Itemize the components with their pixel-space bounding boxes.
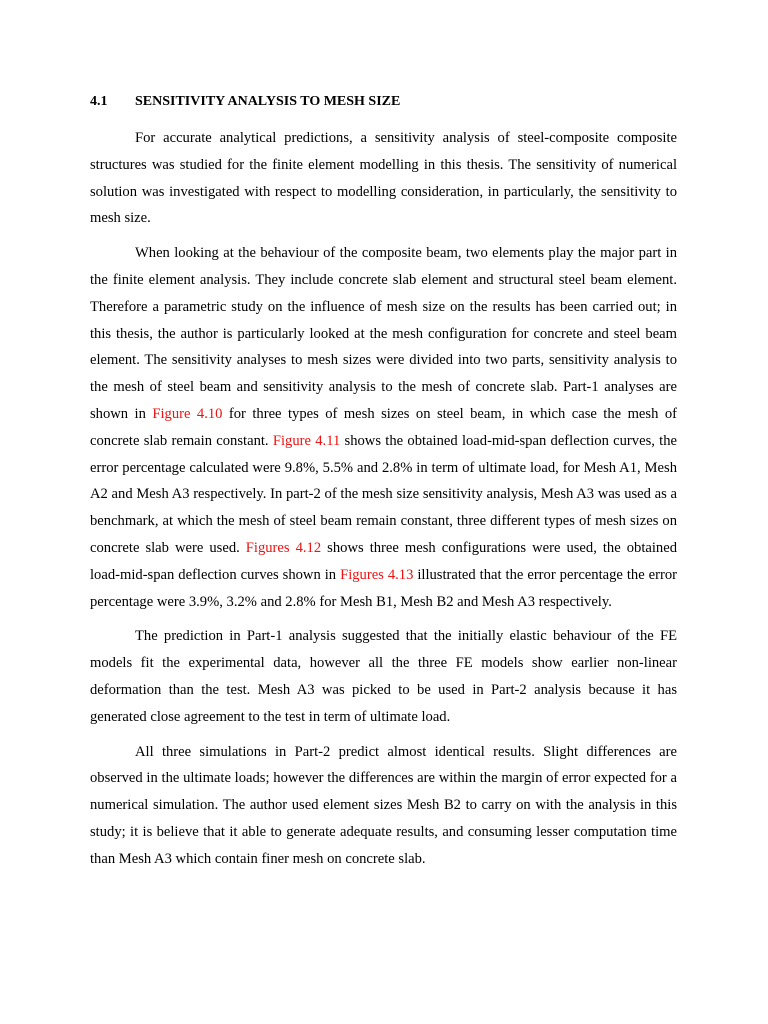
figure-reference-4-13[interactable]: Figures 4.13 — [340, 566, 414, 583]
paragraph-part2-results: All three simulations in Part-2 predict almost identical results. Slight differences are observed in the ultimate loads; however the differences are within the margin of error expected for a numerical simulation. The author used element sizes Mesh B2 to carry on with the analysis in this study; it is believe that it able to generate adequate results, and consuming lesser computation time than Mesh A3 which contain finer mesh on concrete slab. — [90, 743, 677, 867]
paragraph-part1-prediction: The prediction in Part-1 analysis suggested that the initially elastic behaviour of the FE models fit the experimental data, however all the three FE models show earlier non-linear deformation than the test. Mesh A3 was picked to be used in Part-2 analysis because it has generated close agreement to the test in term of ultimate load. — [90, 628, 677, 725]
figure-reference-4-11[interactable]: Figure 4.11 — [272, 432, 341, 449]
paragraph-text: illustrated that the error percentage the error percentage were 3.9%, 3.2% and 2.8% for Mesh B1, Mesh B2 and Mesh A3 respectively. — [90, 566, 678, 610]
paragraph-intro: For accurate analytical predictions, a sensitivity analysis of steel-composite composite structures was studied for the finite element modelling in this thesis. The sensitivity of numerical solution was investigated with respect to modelling consideration, in particularly, the sensitivity to mesh size. — [90, 130, 677, 227]
section-number: 4.1 — [90, 94, 108, 109]
paragraph-text: for three types of mesh sizes on steel beam, in which case the mesh of concrete slab remain constant. — [90, 405, 677, 449]
paragraph-text: When looking at the behaviour of the composite beam, two elements play the major part in the finite element analysis. They include concrete slab element and structural steel beam element. Therefore a parametric study on the influence of mesh size on the results has been carried out; in this thesis, the author is particularly looked at the mesh configuration for concrete and steel beam element. The sensitivity analyses to mesh sizes were divided into two parts, sensitivity analysis to the mesh of steel beam and sensitivity analysis to the mesh of concrete slab. Part-1 analyses are shown in — [90, 245, 677, 422]
paragraph-mesh-study — [90, 240, 677, 615]
document-page — [90, 92, 677, 881]
figure-reference-4-10[interactable]: Figure 4.10 — [152, 405, 223, 422]
section-heading — [90, 92, 677, 112]
figure-reference-4-12[interactable]: Figures 4.12 — [245, 539, 322, 556]
paragraph-text: shows the obtained load-mid-span deflection curves, the error percentage calculated were 9.8%, 5.5% and 2.8% in term of ultimate load, for Mesh A1, Mesh A2 and Mesh A3 respectively. In part-2 of the mesh size sensitivity analysis, Mesh A3 was used as a benchmark, at which the mesh of steel beam remain constant, three different types of mesh sizes on concrete slab were used. — [90, 432, 678, 556]
section-title: SENSITIVITY ANALYSIS TO MESH SIZE — [135, 94, 401, 109]
paragraph-text: shows three mesh configurations were used, the obtained load-mid-span deflection curves shown in — [90, 539, 677, 583]
